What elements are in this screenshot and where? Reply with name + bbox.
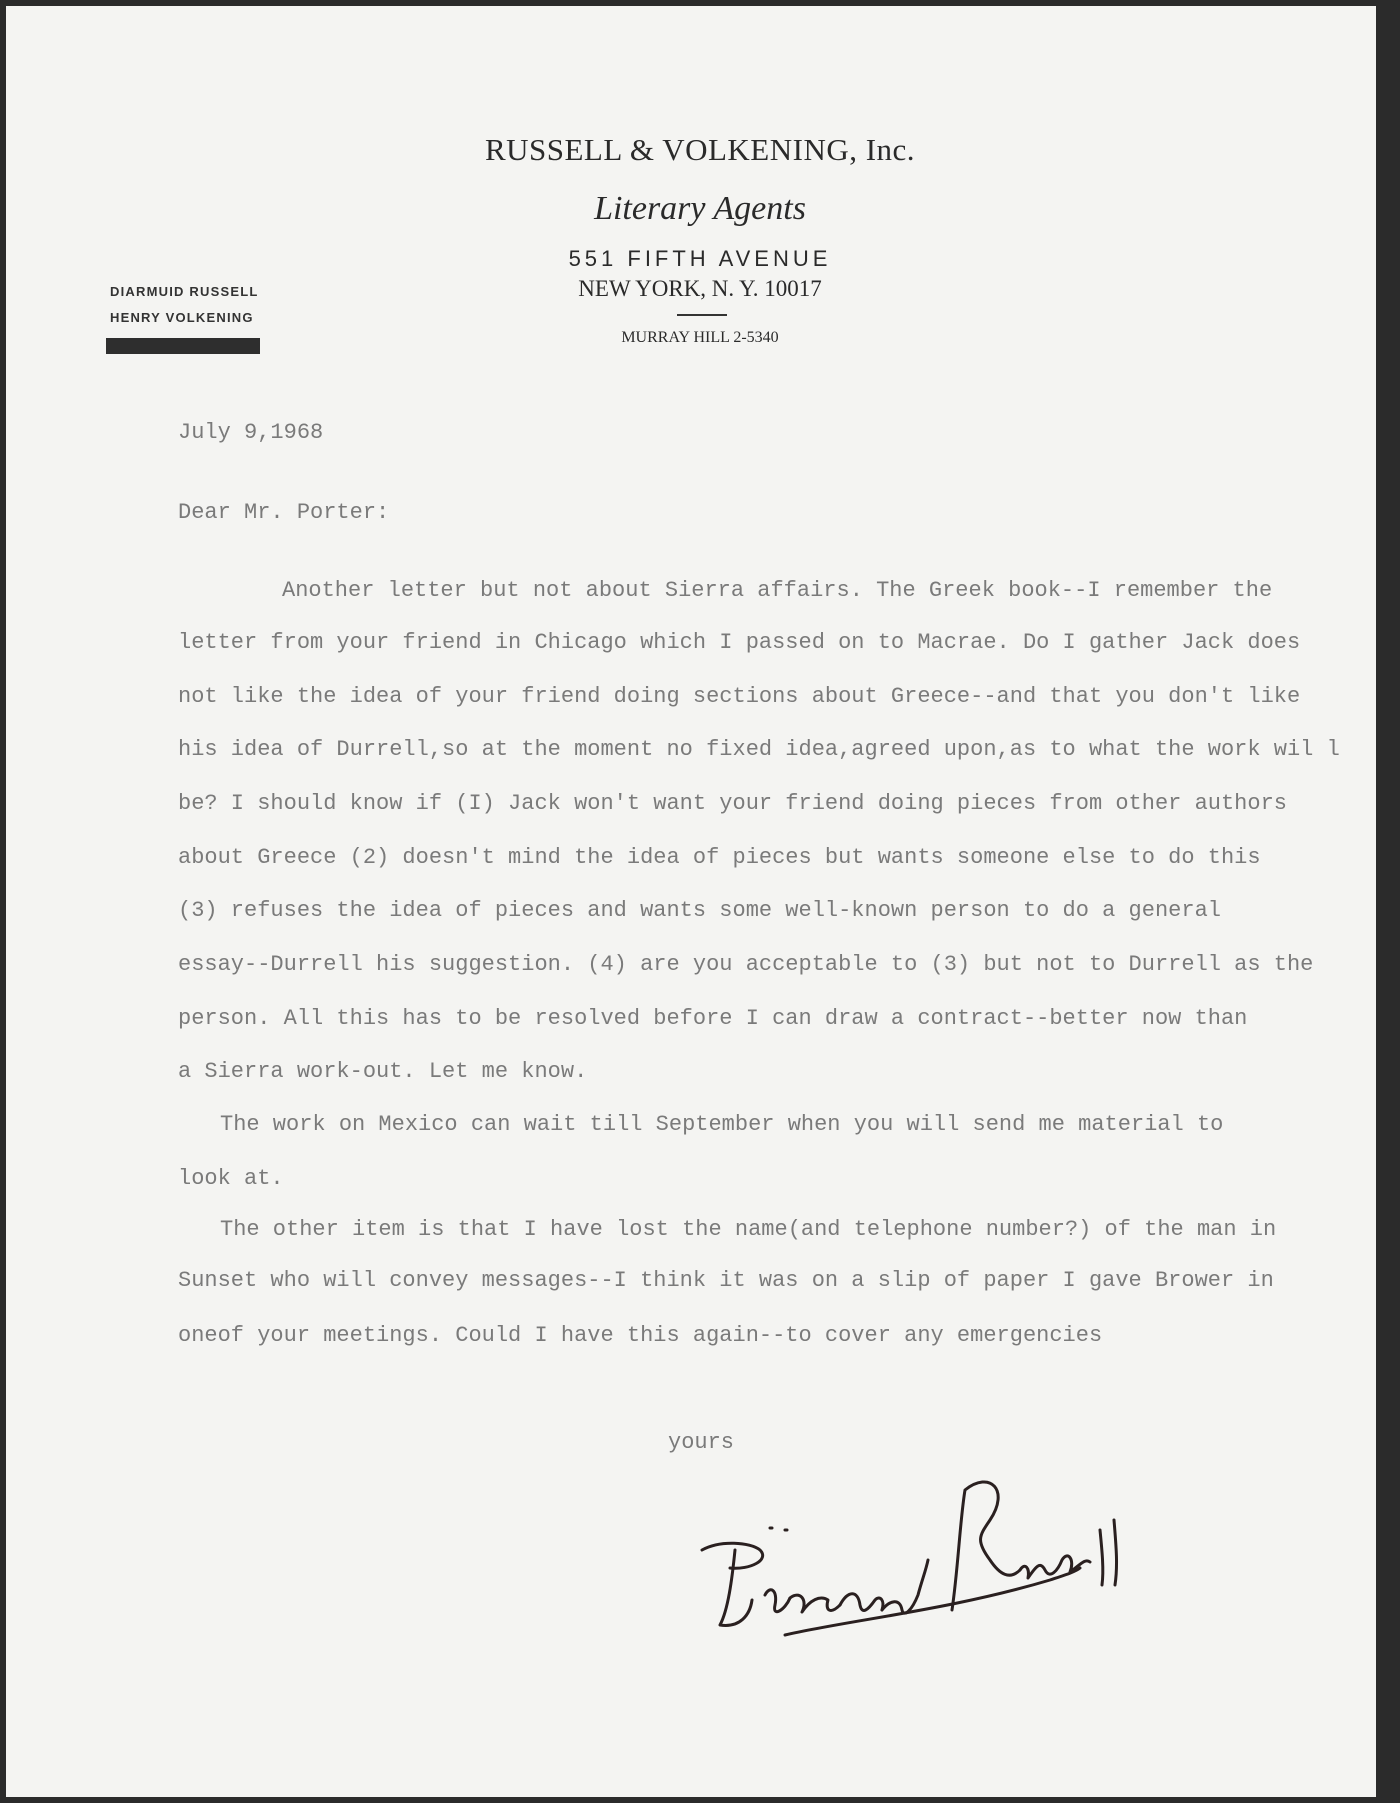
body-line: essay--Durrell his suggestion. (4) are you acceptable to (3) but not to Durrell as the [178, 952, 1314, 977]
body-line: look at. [178, 1166, 284, 1191]
body-line: Sunset who will convey messages--I think it was on a slip of paper I gave Brower in [178, 1268, 1274, 1293]
body-line: be? I should know if (I) Jack won't want your friend doing pieces from other authors [178, 791, 1287, 816]
body-line: (3) refuses the idea of pieces and wants some well-known person to do a general [178, 898, 1221, 923]
body-line: not like the idea of your friend doing sections about Greece--and that you don't like [178, 684, 1301, 709]
body-line: The work on Mexico can wait till September when you will send me material to [220, 1112, 1224, 1137]
body-line: a Sierra work-out. Let me know. [178, 1059, 588, 1084]
letter-closing: yours [668, 1430, 735, 1455]
letterhead-divider [677, 314, 727, 316]
redaction-bar [106, 338, 260, 354]
body-line: The other item is that I have lost the name(and telephone number?) of the man in [220, 1217, 1277, 1242]
letterhead-tagline: Literary Agents [594, 190, 806, 227]
body-line: letter from your friend in Chicago which I passed on to Macrae. Do I gather Jack does [178, 630, 1301, 655]
letter-date: July 9,1968 [178, 420, 324, 445]
handwritten-signature [690, 1450, 1150, 1650]
body-line: Another letter but not about Sierra affairs. The Greek book--I remember the [282, 578, 1273, 603]
partner-name: HENRY VOLKENING [110, 310, 254, 325]
letterhead-company: RUSSELL & VOLKENING, Inc. [484, 132, 916, 167]
body-line: about Greece (2) doesn't mind the idea of pieces but wants someone else to do this [178, 845, 1261, 870]
letterhead-street: 551 FIFTH AVENUE [568, 246, 832, 271]
body-line: oneof your meetings. Could I have this again--to cover any emergencies [178, 1323, 1103, 1348]
body-line: person. All this has to be resolved before I can draw a contract--better now than [178, 1006, 1248, 1031]
partner-name: DIARMUID RUSSELL [110, 284, 259, 299]
letterhead-city: NEW YORK, N. Y. 10017 [578, 276, 822, 301]
letter-salutation: Dear Mr. Porter: [178, 500, 390, 525]
body-line: his idea of Durrell,so at the moment no fixed idea,agreed upon,as to what the work wil l [178, 737, 1340, 762]
letterhead-phone: MURRAY HILL 2-5340 [621, 329, 779, 346]
